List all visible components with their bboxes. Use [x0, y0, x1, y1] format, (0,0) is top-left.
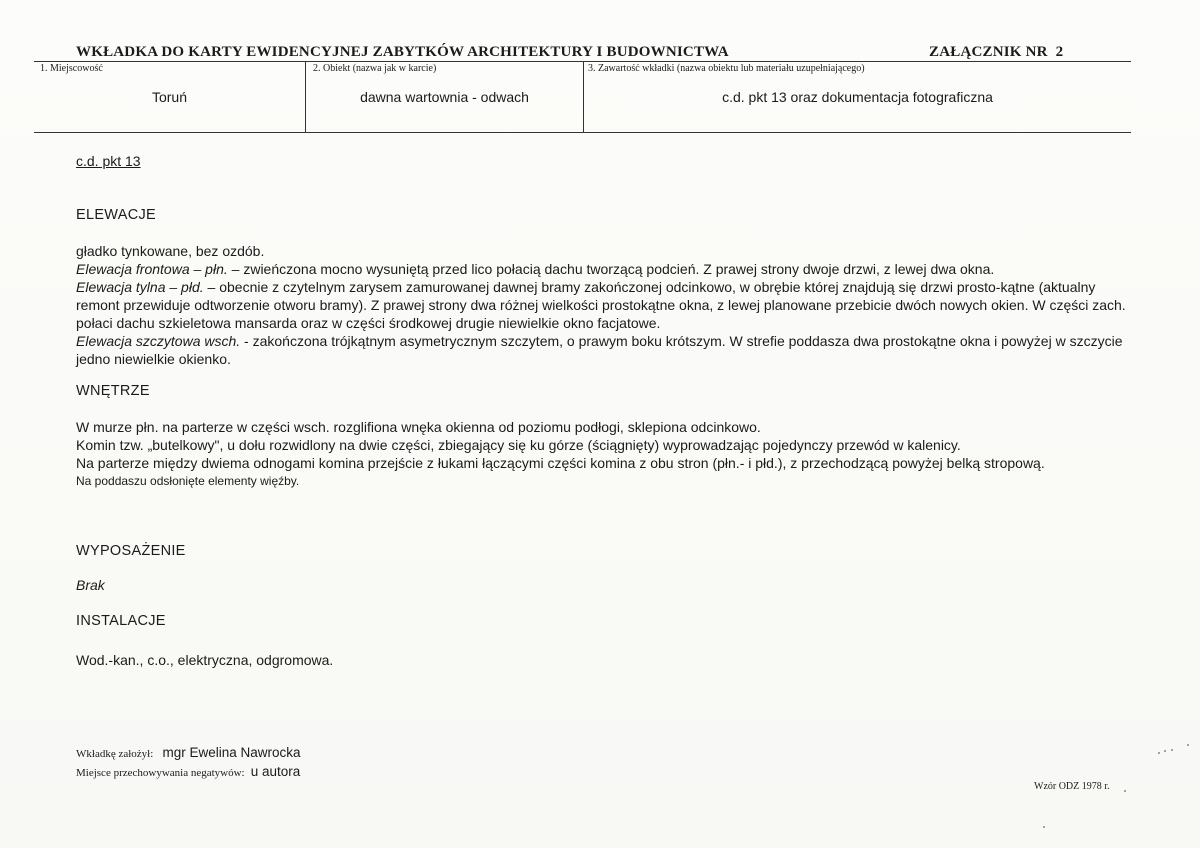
field-label-object: 2. Obiekt (nazwa jak w karcie) — [313, 63, 437, 74]
instalacje-value: Wod.-kan., c.o., elektryczna, odgromowa. — [76, 652, 334, 668]
elewacje-body — [76, 242, 1126, 368]
rear-elevation-label: Elewacja tylna – płd. — [76, 279, 204, 295]
footer-storage — [76, 764, 300, 779]
elewacje-front — [76, 260, 1126, 278]
elewacje-rear — [76, 278, 1126, 332]
gable-elevation-label: Elewacja szczytowa wsch. — [76, 333, 241, 349]
field-value-contents: c.d. pkt 13 oraz dokumentacja fotograficzna — [722, 89, 993, 105]
field-label-locality: 1. Miejscowość — [40, 63, 103, 74]
section-reference: c.d. pkt 13 — [76, 153, 141, 169]
storage-value: u autora — [250, 764, 301, 779]
author-label: Wkładkę założył: — [76, 748, 154, 760]
field-label-contents: 3. Zawartość wkładki (nazwa obiektu lub materiału uzupełniającego) — [588, 63, 865, 74]
paper-speck — [1187, 744, 1189, 746]
card-title: WKŁADKA DO KARTY EWIDENCYJNEJ ZABYTKÓW ARCHITEKTURY I BUDOWNICTWA — [76, 44, 729, 60]
paper-speck — [1164, 750, 1166, 752]
storage-label: Miejsce przechowywania negatywów: — [76, 767, 245, 779]
footer-author — [76, 745, 301, 760]
elewacje-heading: ELEWACJE — [76, 207, 157, 223]
wnetrze-line-2: Komin tzw. „butelkowy", u dołu rozwidlony na dwie części, zbiegający się ku górze (ściągnięty) wyprowadzając pojedynczy przewód w kalenicy. — [76, 437, 961, 453]
form-model: Wzór ODZ 1978 r. — [1034, 781, 1110, 792]
gable-elevation-text: - zakończona trójkątnym asymetrycznym szczytem, o prawym boku krótszym. W strefie poddasza dwa prostokątne okna i powyżej w szczycie jedno niewielkie okienko. — [76, 333, 1123, 367]
front-elevation-text: – zwieńczona mocno wysuniętą przed lico połacią dachu tworzącą podcień. Z prawej strony dwoje drzwi, z lewej dwa okna. — [227, 261, 995, 277]
wnetrze-line-4: Na poddaszu odsłonięte elementy więźby. — [76, 474, 300, 488]
front-elevation-label: Elewacja frontowa – płn. — [76, 261, 228, 277]
wnetrze-heading: WNĘTRZE — [76, 383, 150, 399]
rear-elevation-text: – obecnie z czytelnym zarysem zamurowanej dawnej bramy zakończonej odcinkowo, w obrębie której znajdują się drzwi prosto-kątne (aktualny remont przewiduje odtworzenie otworu bramy). Z prawej strony dwa różnej wielkości prostokątne okna, z lewej planowane przebicie dwóch nowych okien. W części zach. połaci dachu szkieletowa mansarda oraz w części środkowej drugie niewielkie okno facjatowe. — [76, 279, 1126, 331]
wnetrze-body — [76, 418, 1126, 490]
paper-speck — [1171, 749, 1173, 751]
header-rule-bottom — [34, 132, 1131, 133]
wyposazenie-heading: WYPOSAŻENIE — [76, 543, 186, 559]
annex-label-text: ZAŁĄCZNIK NR — [929, 44, 1048, 60]
paper-speck — [1158, 752, 1160, 754]
paper-speck — [1124, 790, 1126, 792]
wyposazenie-value: Brak — [76, 577, 105, 593]
instalacje-heading: INSTALACJE — [76, 613, 166, 629]
field-value-locality: Toruń — [151, 89, 188, 105]
wnetrze-line-1: W murze płn. na parterze w części wsch. rozglifiona wnęka okienna od poziomu podłogi, sklepiona odcinkowo. — [76, 419, 761, 435]
author-value: mgr Ewelina Nawrocka — [162, 745, 301, 760]
elewacje-gable — [76, 332, 1126, 368]
elewacje-intro: gładko tynkowane, bez ozdób. — [76, 243, 265, 259]
wnetrze-line-3: Na parterze między dwiema odnogami komina przejście z łukami łączącymi części komina z obu stron (płn.- i płd.), z przechodzącą powyżej belką stropową. — [76, 455, 1045, 471]
annex-number: 2 — [1055, 44, 1064, 60]
paper-speck — [1043, 826, 1045, 828]
field-value-object: dawna wartownia - odwach — [360, 89, 529, 105]
annex-label — [929, 44, 1063, 61]
